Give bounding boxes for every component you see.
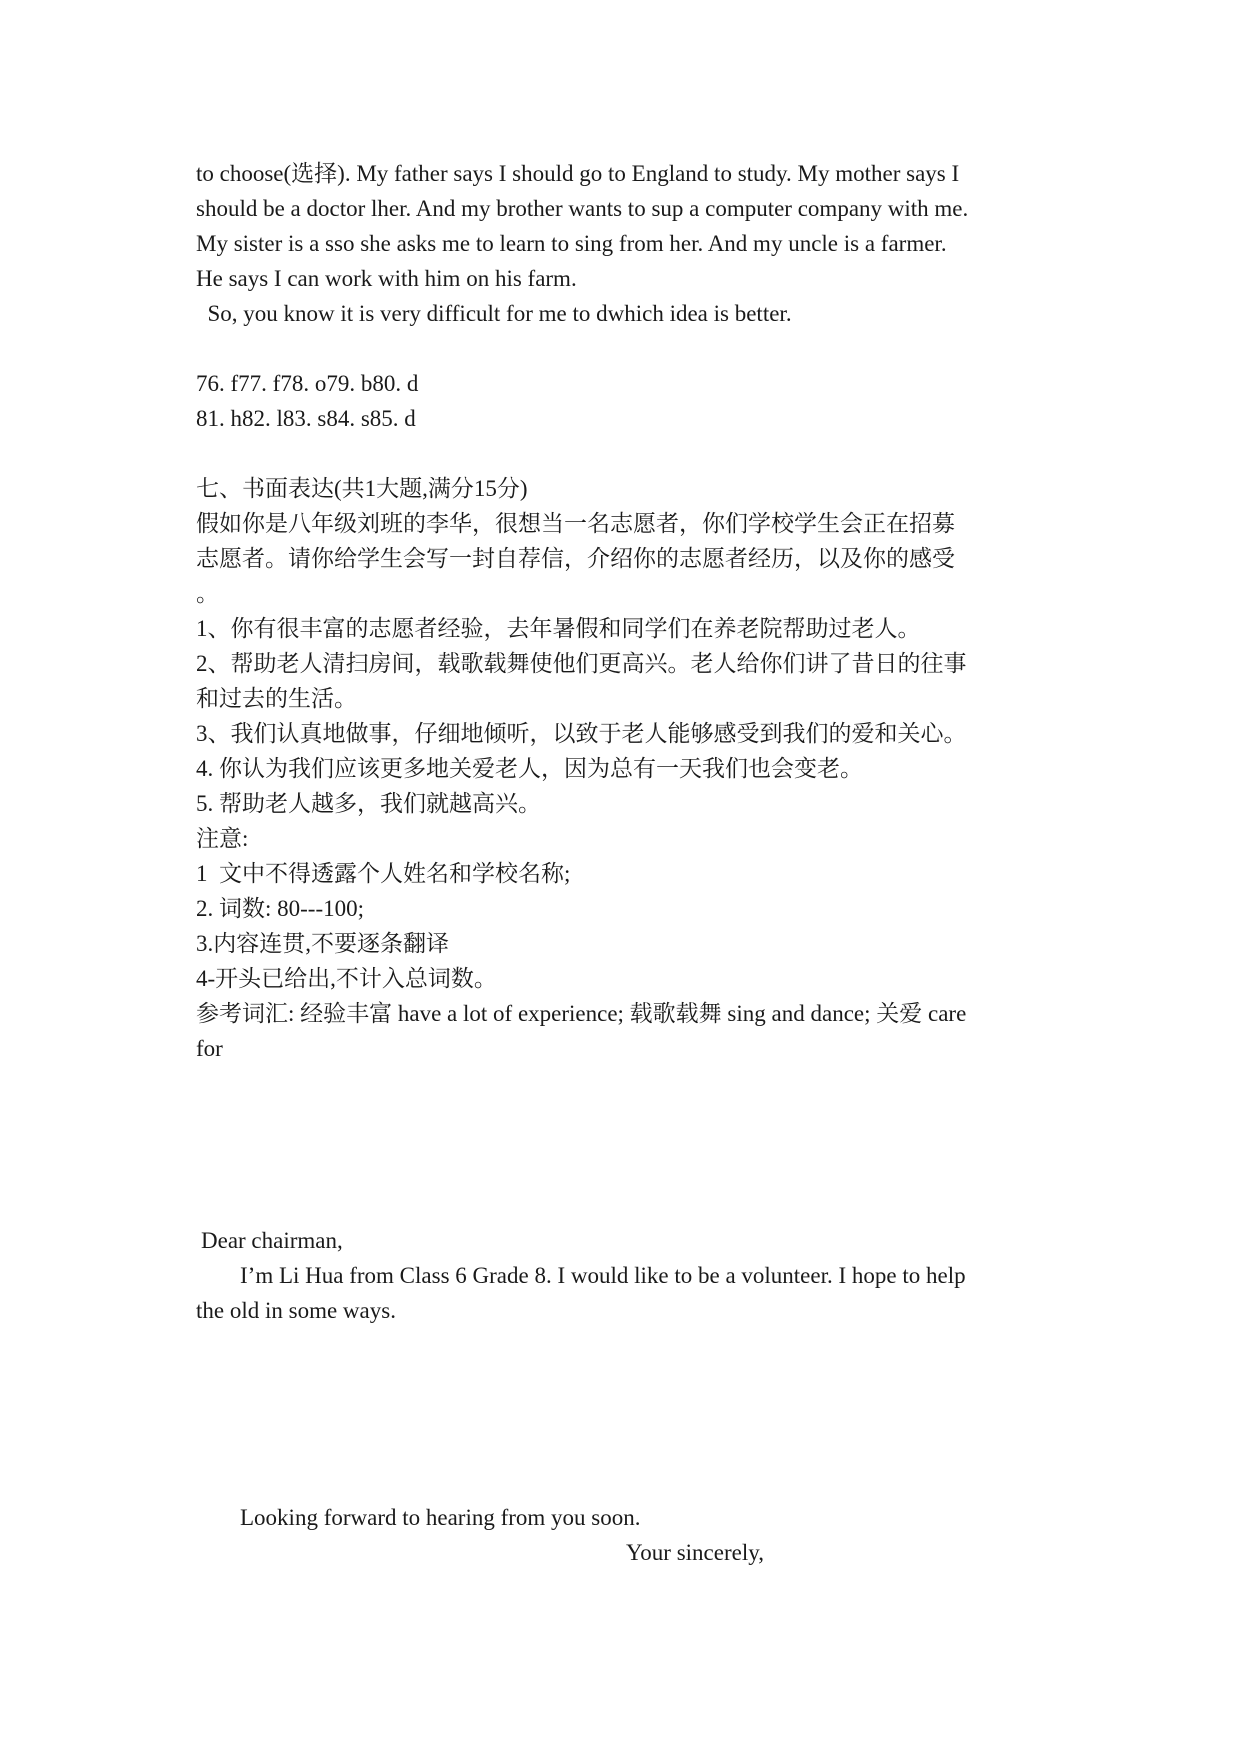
answer-row-1: 76. f77. f78. o79. b80. d [196, 371, 419, 396]
point-1: 1、你有很丰富的志愿者经验，去年暑假和同学们在养老院帮助过老人。 [196, 616, 921, 641]
point-2: 2、帮助老人清扫房间，载歌载舞使他们更高兴。老人给你们讲了昔日的往事 [196, 651, 967, 676]
note-4: 4-开头已给出,不计入总词数。 [196, 966, 497, 991]
vocab-line-1: 参考词汇: 经验丰富 have a lot of experience; 载歌载舞 sing and dance; 关爱 care [196, 1001, 967, 1026]
point-5: 5. 帮助老人越多，我们就越高兴。 [196, 791, 541, 816]
passage-line-4: He says I can work with him on his farm. [196, 266, 577, 291]
prompt-line-3: 。 [196, 581, 219, 606]
letter-salutation: Dear chairman, [201, 1228, 343, 1253]
point-2-continued: 和过去的生活。 [196, 686, 357, 711]
note-1: 1 文中不得透露个人姓名和学校名称; [196, 861, 571, 886]
passage-line-2: should be a doctor lher. And my brother wants to sup a computer company with me. [196, 196, 969, 221]
letter-closing: Looking forward to hearing from you soon. [240, 1505, 641, 1530]
notes-label: 注意: [196, 826, 249, 851]
section-heading: 七、书面表达(共1大题,满分15分) [196, 476, 528, 501]
passage-line-1: to choose(选择). My father says I should go to England to study. My mother says I [196, 161, 960, 186]
prompt-line-2: 志愿者。请你给学生会写一封自荐信，介绍你的志愿者经历，以及你的感受 [196, 546, 955, 571]
point-4: 4. 你认为我们应该更多地关爱老人，因为总有一天我们也会变老。 [196, 756, 863, 781]
note-3: 3.内容连贯,不要逐条翻译 [196, 931, 449, 956]
point-3: 3、我们认真地做事，仔细地倾听，以致于老人能够感受到我们的爱和关心。 [196, 721, 967, 746]
letter-signoff: Your sincerely, [626, 1540, 764, 1565]
note-2: 2. 词数: 80---100; [196, 896, 365, 921]
prompt-line-1: 假如你是八年级刘班的李华，很想当一名志愿者，你们学校学生会正在招募 [196, 511, 955, 536]
passage-line-5: So, you know it is very difficult for me to dwhich idea is better. [196, 301, 792, 326]
passage-line-3: My sister is a sso she asks me to learn to sing from her. And my uncle is a farmer. [196, 231, 947, 256]
answer-row-2: 81. h82. l83. s84. s85. d [196, 406, 416, 431]
vocab-line-2: for [196, 1036, 223, 1061]
letter-opening-line-2: the old in some ways. [196, 1298, 396, 1323]
letter-opening-line-1: I’m Li Hua from Class 6 Grade 8. I would like to be a volunteer. I hope to help [240, 1263, 966, 1288]
